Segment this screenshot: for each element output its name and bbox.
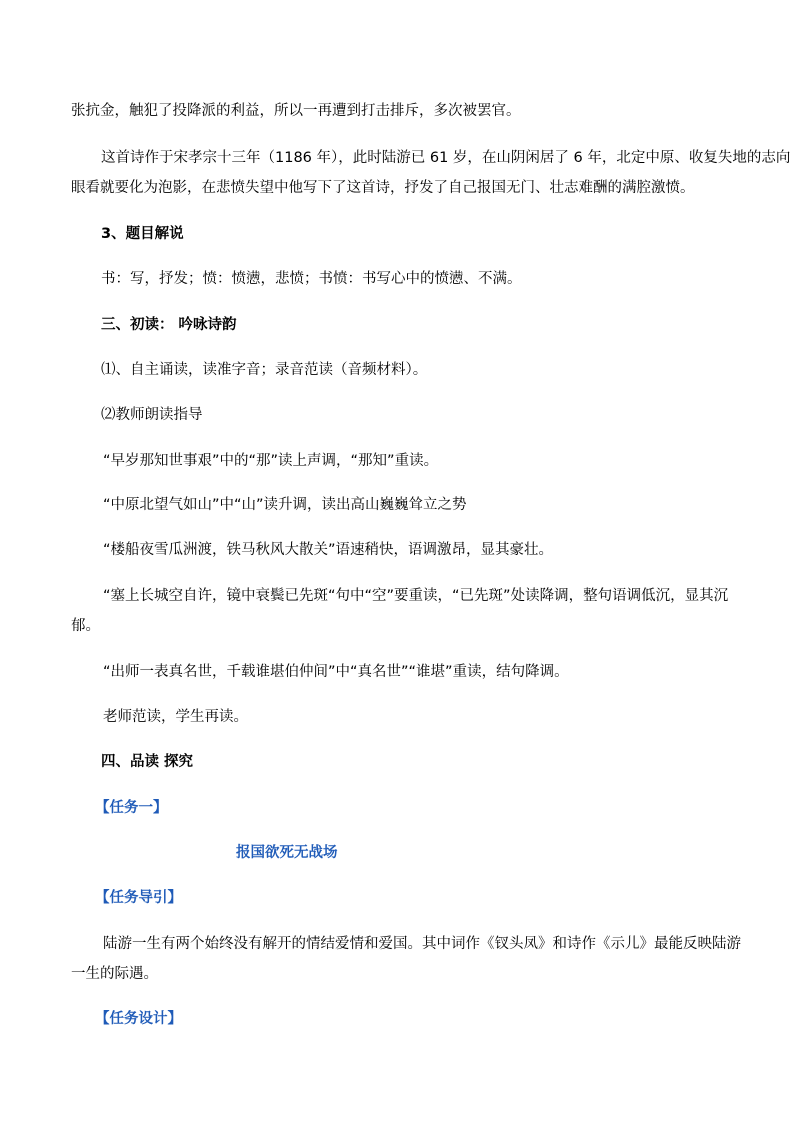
text-line: ⑵教师朗读指导 bbox=[101, 407, 203, 423]
task-label: 【任务设计】 bbox=[95, 1011, 182, 1027]
text-line: 老师范读，学生再读。 bbox=[103, 709, 248, 725]
text-line: “楼船夜雪瓜洲渡，铁马秋风大散关”语速稍快，语调激昂，显其豪壮。 bbox=[103, 542, 554, 558]
task-label: 【任务一】 bbox=[95, 800, 168, 816]
section-heading: 三、初读： 吟咏诗韵 bbox=[101, 317, 237, 333]
text-line: ⑴、自主诵读，读准字音；录音范读（音频材料）。 bbox=[101, 362, 428, 378]
text-line: “中原北望气如山”中“山”读升调，读出高山巍巍耸立之势 bbox=[103, 497, 467, 513]
text-line: 书：写，抒发；愤：愤懑，悲愤；书愤：书写心中的愤懑、不满。 bbox=[101, 271, 522, 287]
text-line: 郁。 bbox=[71, 618, 100, 634]
section-heading: 四、品读 探究 bbox=[101, 754, 194, 770]
text-line: 张抗金，触犯了投降派的利益，所以一再遭到打击排斥，多次被罢官。 bbox=[71, 103, 521, 119]
text-line: 这首诗作于宋孝宗十三年（1186 年），此时陆游已 61 岁，在山阴闲居了 6 年，北定中原、收复失地的志向 bbox=[101, 150, 791, 166]
text-line: 眼看就要化为泡影，在悲愤失望中他写下了这首诗，抒发了自己报国无门、壮志难酬的满腔激愤。 bbox=[71, 180, 695, 196]
task-label: 【任务导引】 bbox=[95, 890, 182, 906]
section-heading: 3、题目解说 bbox=[101, 226, 184, 242]
text-line: “出师一表真名世，千载谁堪伯仲间”中“真名世”“谁堪”重读，结句降调。 bbox=[103, 664, 569, 680]
text-line: “塞上长城空自许，镜中衰鬓已先斑“句中“空”要重读，“已先斑”处读降调，整句语调低沉，显其沉 bbox=[103, 588, 729, 604]
text-line: 陆游一生有两个始终没有解开的情结爱情和爱国。其中词作《钗头凤》和诗作《示儿》最能反映陆游 bbox=[103, 936, 741, 952]
text-line: “早岁那知世事艰”中的“那”读上声调，“那知”重读。 bbox=[103, 453, 439, 469]
task-title: 报国欲死无战场 bbox=[236, 845, 338, 861]
text-line: 一生的际遇。 bbox=[71, 966, 158, 982]
